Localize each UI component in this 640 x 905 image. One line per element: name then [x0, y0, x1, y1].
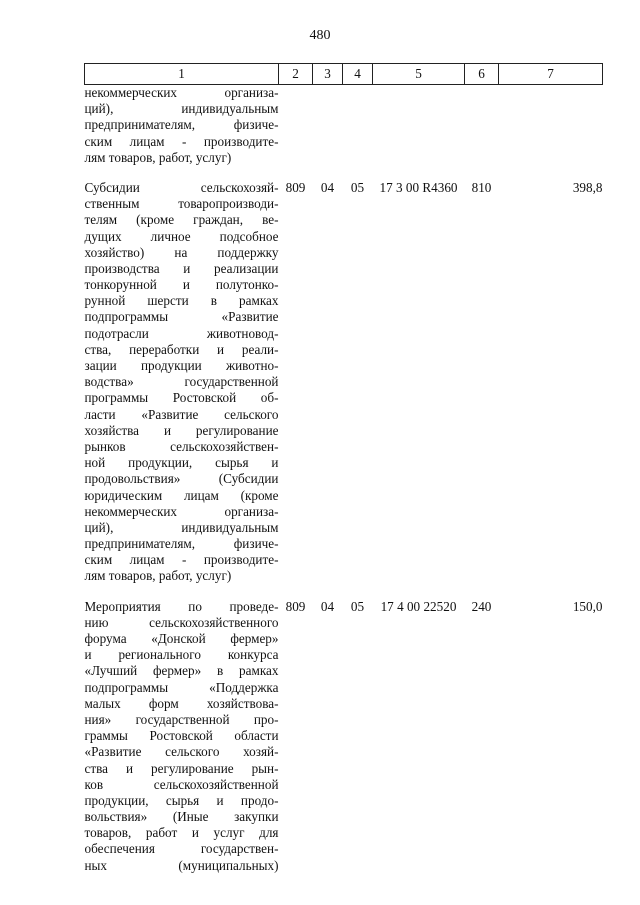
text-line: тонкорунной и полутонко- — [84, 277, 279, 293]
text-line: ским лицам - производите- — [84, 552, 279, 568]
text-line: и регионального конкурса — [84, 647, 279, 663]
budget-table — [84, 63, 603, 874]
row-target-article: 17 4 00 22520 — [380, 598, 457, 614]
text-line: «Лучший фермер» в рамках — [84, 663, 279, 679]
row-ministry-code: 809 — [285, 179, 306, 195]
text-line: обеспечения государствен- — [84, 841, 279, 857]
text-line: малых форм хозяйствова- — [84, 695, 279, 711]
text-line: ций), индивидуальным — [84, 101, 279, 117]
header-col-1: 1 — [85, 64, 279, 85]
text-line: ственным товаропроизводи- — [84, 196, 279, 212]
text-line: юридическим лицам (кроме — [84, 487, 279, 503]
header-col-7: 7 — [499, 64, 603, 85]
text-line: ским лицам - производите- — [84, 133, 279, 149]
text-line: телям (кроме граждан, ве- — [84, 212, 279, 228]
table-row — [85, 180, 603, 585]
row-ministry-code: 809 — [285, 598, 306, 614]
header-col-4: 4 — [343, 64, 373, 85]
page-number: 480 — [309, 28, 331, 43]
header-col-6: 6 — [465, 64, 499, 85]
row-amount: 398,8 — [572, 179, 603, 195]
text-line: ласти «Развитие сельского — [84, 406, 279, 422]
text-line: рунной шерсти в рамках — [84, 293, 279, 309]
row-section-code: 04 — [320, 179, 335, 195]
header-col-2: 2 — [279, 64, 313, 85]
text-line: Мероприятия по проведе- — [84, 598, 279, 614]
row-amount: 150,0 — [572, 598, 603, 614]
text-line: нию сельскохозяйственного — [84, 614, 279, 630]
text-line: товаров, работ и услуг для — [84, 825, 279, 841]
text-line: лям товаров, работ, услуг) — [84, 149, 232, 165]
text-line: продукции, сырья и продо- — [84, 792, 279, 808]
text-line: некоммерческих организа- — [84, 503, 279, 519]
text-line: водства» государственной — [84, 374, 279, 390]
text-line: граммы Ростовской области — [84, 728, 279, 744]
text-line: хозяйства и регулирование — [84, 422, 279, 438]
text-line: ния» государственной про- — [84, 711, 279, 727]
continuation-row — [85, 85, 603, 166]
text-line: зации продукции животно- — [84, 358, 279, 373]
text-line: подотрасли животновод- — [84, 325, 279, 341]
text-line: дущих личное подсобное — [84, 228, 279, 244]
row-target-article: 17 3 00 R4360 — [379, 179, 458, 195]
text-line: ства и регулирование рын- — [84, 760, 279, 776]
text-line: хозяйство) на поддержку — [84, 244, 279, 260]
text-line: программы Ростовской об- — [84, 390, 279, 406]
row-expense-type: 810 — [471, 179, 492, 195]
text-line: предпринимателям, физиче- — [84, 117, 279, 133]
header-col-5: 5 — [373, 64, 465, 85]
text-line: предпринимателям, физиче- — [84, 536, 279, 552]
text-line: подпрограммы «Развитие — [84, 309, 279, 325]
header-row — [85, 64, 603, 85]
text-line: Субсидии сельскохозяй- — [84, 179, 279, 195]
text-line: некоммерческих организа- — [84, 85, 279, 100]
row-description — [85, 599, 279, 874]
row-expense-type: 240 — [471, 598, 492, 614]
text-line: ства, переработки и реали- — [84, 341, 279, 357]
table-row — [85, 599, 603, 874]
text-line: производства и реализации — [84, 260, 279, 276]
text-line: «Развитие сельского хозяй- — [84, 744, 279, 760]
row-section-code: 04 — [320, 598, 335, 614]
text-line: ций), индивидуальным — [84, 519, 279, 535]
text-line: форума «Донской фермер» — [84, 631, 279, 646]
text-line: подпрограммы «Поддержка — [84, 679, 279, 695]
text-line: продовольствия» (Субсидии — [84, 471, 279, 487]
text-line: ных (муниципальных) — [84, 857, 279, 873]
row-description — [85, 180, 279, 585]
text-line: вольствия» (Иные закупки — [84, 809, 279, 825]
text-line: рынков сельскохозяйствен- — [84, 438, 279, 454]
row-subsection-code: 05 — [350, 598, 365, 614]
row-subsection-code: 05 — [350, 179, 365, 195]
text-line: лям товаров, работ, услуг) — [84, 568, 232, 584]
continuation-text — [85, 85, 279, 166]
text-line: ков сельскохозяйственной — [84, 776, 279, 792]
header-col-3: 3 — [313, 64, 343, 85]
text-line: ной продукции, сырья и — [84, 455, 279, 471]
